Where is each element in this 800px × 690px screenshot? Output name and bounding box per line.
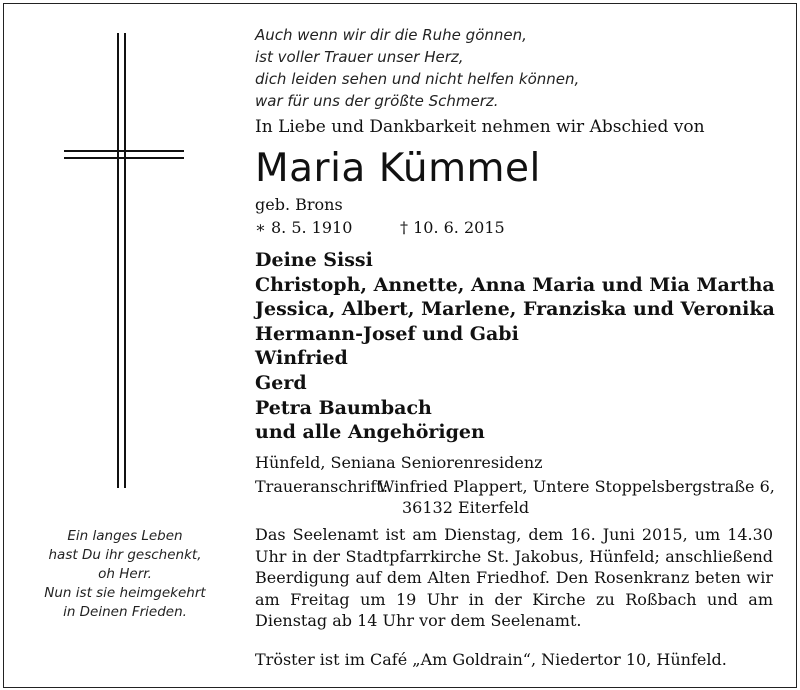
birth-name: geb. Brons [255, 195, 343, 214]
death-date: † 10. 6. 2015 [400, 218, 505, 237]
mourners-list [255, 248, 775, 445]
birth-date: ∗ 8. 5. 1910 [255, 218, 353, 237]
address-label: Traueranschrift: [255, 477, 389, 496]
poem-line: dich leiden sehen und nicht helfen können, [255, 70, 580, 88]
mourner-line: Gerd [255, 371, 307, 394]
poem-line: war für uns der größte Schmerz. [255, 92, 499, 110]
poem [255, 24, 579, 112]
verse-line: hast Du ihr geschenkt, [48, 547, 202, 563]
verse-line: in Deinen Frieden. [63, 604, 187, 620]
closing-note: Tröster ist im Café „Am Goldrain“, Niedertor 10, Hünfeld. [255, 650, 727, 669]
address-line-2: 36132 Eiterfeld [402, 498, 530, 517]
verse-line: oh Herr. [98, 566, 152, 582]
mourner-line: Christoph, Annette, Anna Maria und Mia Martha [255, 273, 775, 296]
service-details: Das Seelenamt ist am Dienstag, dem 16. Juni 2015, um 14.30 Uhr in der Stadtpfarrkirche St. Jakobus, Hünfeld; anschließend Beerdigung auf dem Alten Friedhof. Den Rosenkranz beten wir am Freitag um 19 Uhr in der Kirche zu Roßbach und am Dienstag ab 14 Uhr vor dem Seelenamt. [255, 525, 773, 630]
deceased-name: Maria Kümmel [255, 146, 541, 191]
mourner-line: Deine Sissi [255, 249, 373, 271]
address-line-1: Winfried Plappert, Untere Stoppelsbergstraße 6, [378, 477, 775, 496]
mourner-line: und alle Angehörigen [255, 421, 485, 444]
mourner-line: Hermann-Josef und Gabi [255, 322, 519, 345]
poem-line: ist voller Trauer unser Herz, [255, 48, 464, 66]
mourner-line: Jessica, Albert, Marlene, Franziska und Veronika [255, 298, 775, 321]
verse-line: Nun ist sie heimgekehrt [44, 585, 206, 601]
intro-text: In Liebe und Dankbarkeit nehmen wir Abschied von [255, 117, 705, 137]
verse-line: Ein langes Leben [67, 528, 183, 544]
poem-line: Auch wenn wir dir die Ruhe gönnen, [255, 26, 527, 44]
verse [20, 527, 230, 622]
mourner-line: Petra Baumbach [255, 396, 432, 419]
place-text: Hünfeld, Seniana Seniorenresidenz [255, 453, 543, 472]
mourner-line: Winfried [255, 347, 348, 370]
